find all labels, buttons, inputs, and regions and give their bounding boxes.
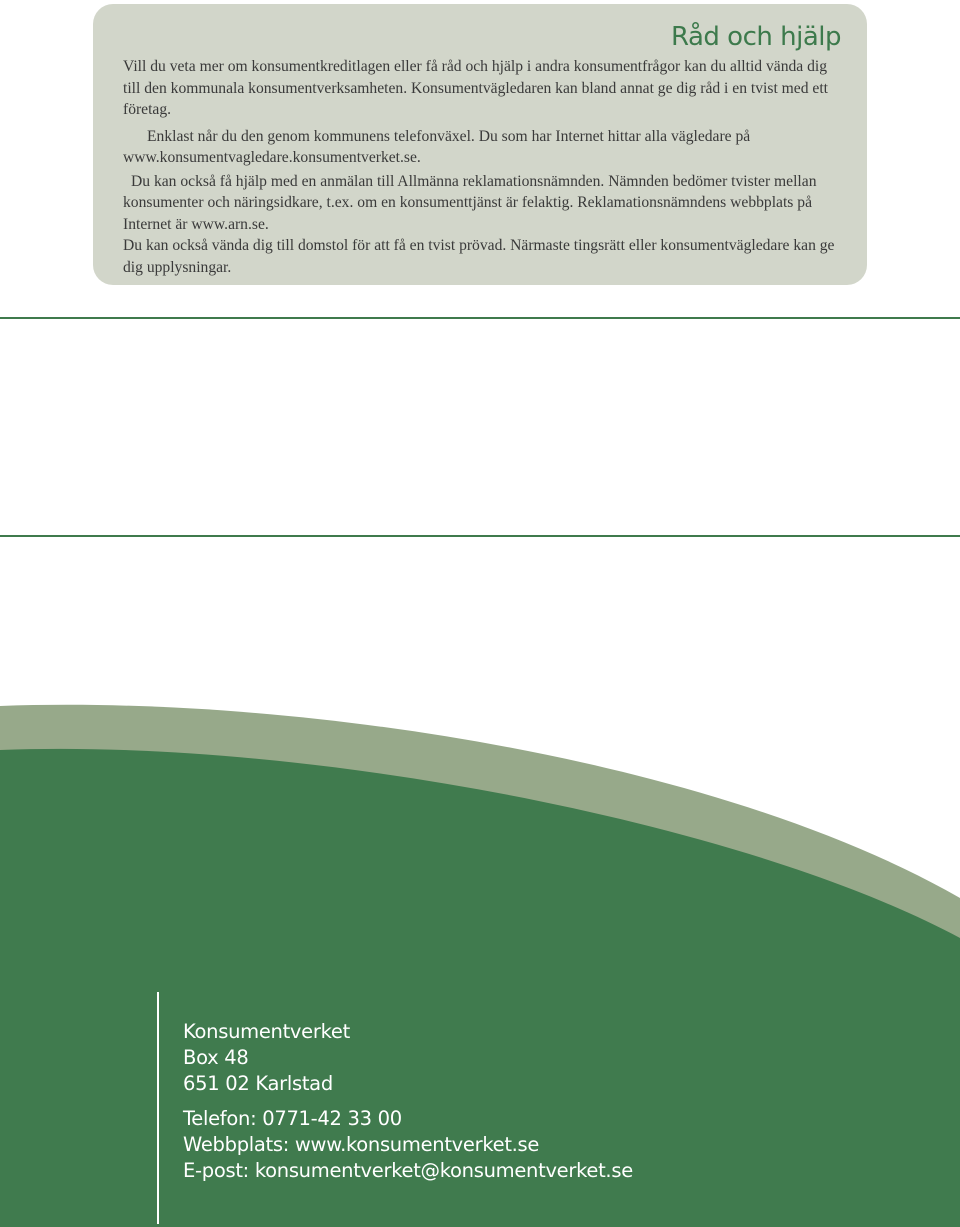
phone-number: Telefon: 0771-42 33 00: [183, 1107, 402, 1130]
org-name: Konsumentverket: [183, 1020, 350, 1043]
website-link[interactable]: Webbplats: www.konsumentverket.se: [183, 1133, 540, 1156]
postal-box: Box 48: [183, 1046, 249, 1069]
paragraph-court: Du kan också vända dig till domstol för att få en tvist prövad. Närmaste tingsrätt eller konsumentvägledare kan ge dig upplysningar.: [123, 237, 835, 276]
paragraph-phone: Enklast når du den genom kommunens telefonväxel. Du som har Internet hittar alla vägledare på www.konsumentvagledare.konsumentverket.se.: [123, 127, 751, 166]
paragraph-intro: Vill du veta mer om konsumentkreditlagen eller få råd och hjälp i andra konsumentfrågor kan du alltid vända dig till den kommunala konsumentverksamheten. Konsumentvägledaren kan bland annat ge dig råd i en tvist med ett företag.: [123, 58, 829, 118]
postal-city: 651 02 Karlstad: [183, 1072, 333, 1095]
email-link[interactable]: E-post: konsumentverket@konsumentverket.se: [183, 1159, 633, 1182]
paragraph-arn: Du kan också få hjälp med en anmälan till Allmänna reklamationsnämnden. Nämnden bedömer tvister mellan konsumenter och näringsidkare, t.ex. om en konsumenttjänst är felaktig. Reklamationsnämndens webbplats på Internet är www.arn.se.: [123, 172, 817, 233]
contact-block: [183, 1019, 633, 1184]
address-divider: [157, 992, 159, 1224]
box-title: Råd och hjälp: [670, 22, 841, 52]
